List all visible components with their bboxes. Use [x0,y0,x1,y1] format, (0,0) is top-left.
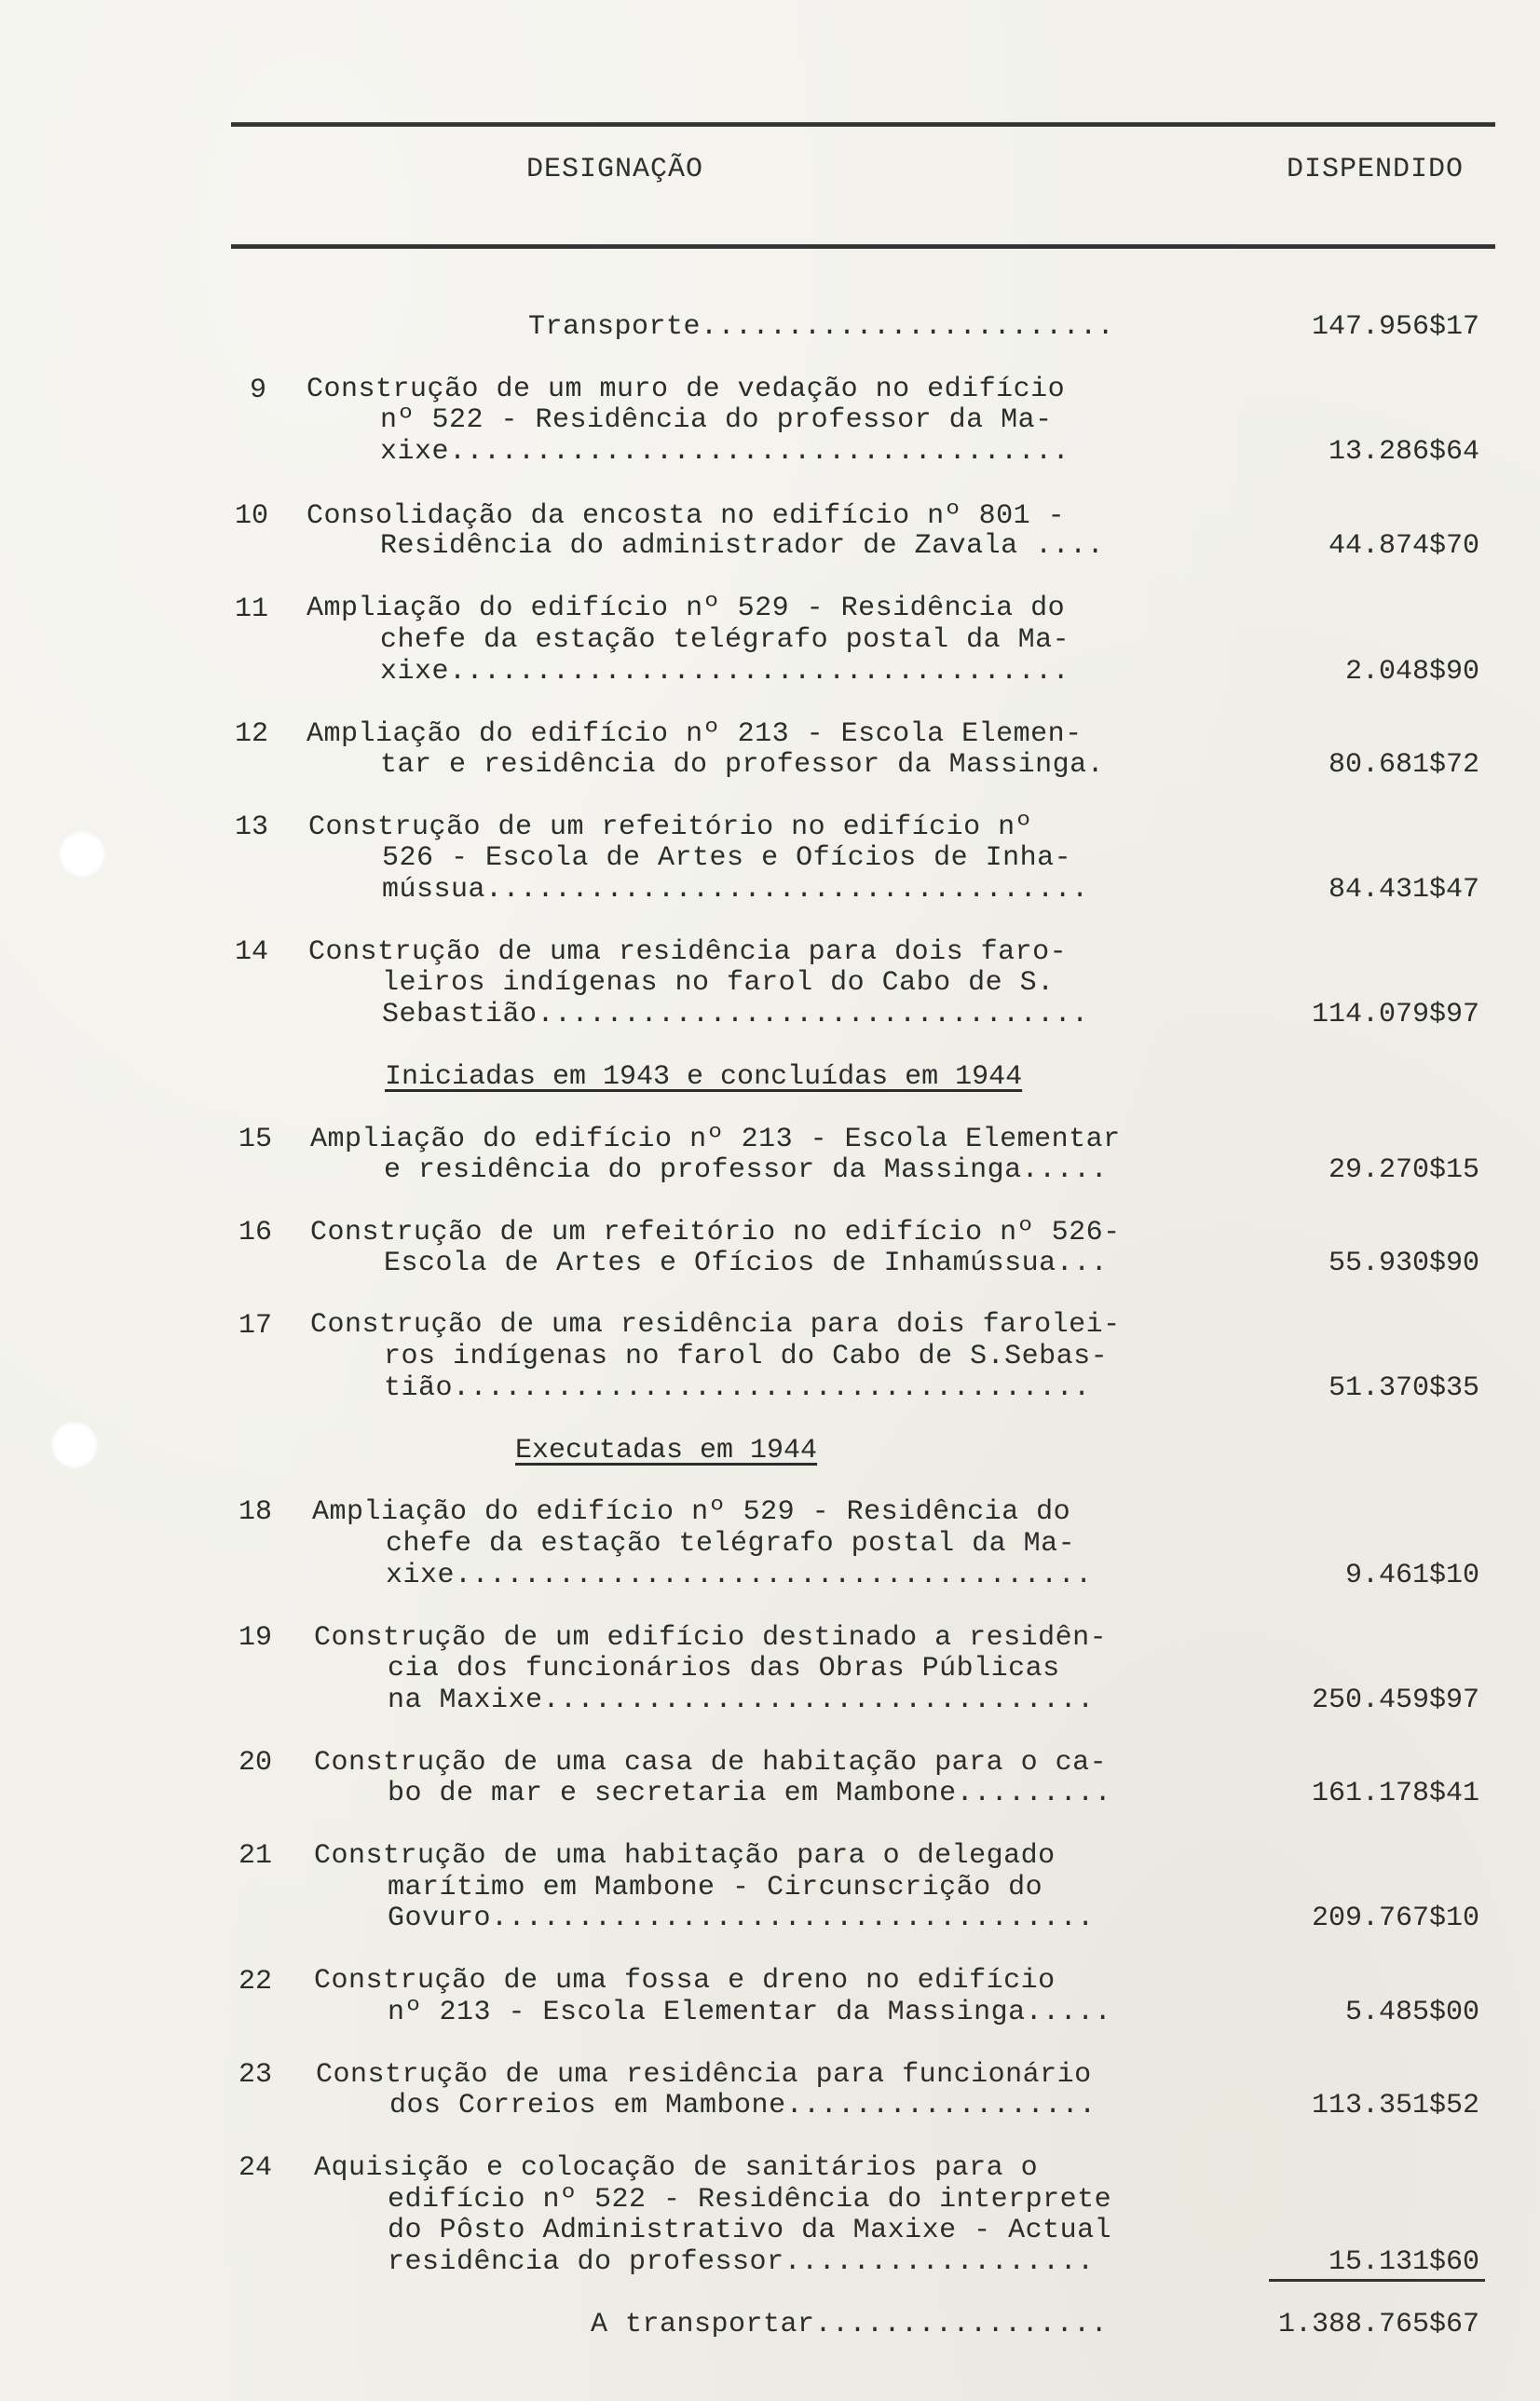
item-amount: 13.286$64 [1328,436,1479,468]
item-line: chefe da estação telégrafo postal da Ma- [386,1528,1076,1560]
item-amount: 80.681$72 [1328,749,1479,781]
item-line: do Pôsto Administrativo da Maxixe - Actual [388,2215,1112,2246]
item-line: xixe.................................... [380,656,1070,688]
item-line: Construção de um refeitório no edifício nº [308,812,1033,843]
section-heading-executed-1944: Executadas em 1944 [515,1435,818,1467]
item-line: mússua................................... [382,874,1089,906]
item-number: 14 [235,936,269,968]
item-line: Construção de uma residência para dois faro- [308,936,1068,968]
item-number: 12 [235,718,269,750]
header-top-rule [231,122,1495,127]
item-amount: 250.459$97 [1311,1685,1479,1716]
item-line: Construção de uma residência para funcionário [316,2059,1092,2091]
item-line: Aquisição e colocação de sanitários para o [314,2152,1039,2184]
item-number: 23 [238,2059,273,2091]
designation-header: DESIGNAÇÃO [526,154,704,185]
item-amount: 161.178$41 [1311,1778,1479,1809]
item-line: Construção de um muro de vedação no edifício [307,374,1066,405]
item-line: Consolidação da encosta no edifício nº 801 - [307,500,1066,532]
item-line: bo de mar e secretaria em Mambone......... [388,1778,1112,1809]
item-line: Construção de uma habitação para o delegado [314,1840,1056,1872]
item-number: 16 [238,1217,273,1248]
item-number: 11 [235,593,269,625]
item-line: ros indígenas no farol do Cabo de S.Sebas- [384,1341,1109,1372]
item-number: 10 [235,500,269,532]
transport-out-amount: 1.388.765$67 [1277,2309,1479,2340]
transport-out-label: A transportar................. [591,2309,1109,2340]
item-line: e residência do professor da Massinga..... [384,1154,1109,1186]
item-number: 18 [238,1496,273,1528]
item-line: nº 213 - Escola Elementar da Massinga..... [388,1997,1112,2028]
item-line: tar e residência do professor da Massinga. [380,749,1105,781]
item-line: Construção de um edifício destinado a residên- [314,1622,1108,1654]
item-line: Ampliação do edifício nº 529 - Residência do [312,1496,1071,1528]
item-line: Escola de Artes e Ofícios de Inhamússua... [384,1248,1109,1279]
item-line: tião..................................... [384,1372,1091,1404]
item-line: Construção de um refeitório no edifício nº 526- [310,1217,1121,1248]
item-amount: 2.048$90 [1344,656,1479,688]
item-number: 13 [235,812,269,843]
transport-in-label: Transporte........................ [528,311,1115,343]
item-number: 21 [238,1840,273,1872]
spent-header: DISPENDIDO [1287,154,1465,185]
item-amount: 113.351$52 [1311,2090,1479,2121]
item-number: 19 [238,1622,273,1654]
item-amount: 55.930$90 [1328,1248,1479,1279]
item-amount: 84.431$47 [1328,874,1479,906]
item-line: leiros indígenas no farol do Cabo de S. [382,967,1055,999]
subtotal-rule [1269,2279,1485,2282]
item-amount: 51.370$35 [1328,1372,1479,1404]
punch-hole-bottom [51,1422,98,1468]
item-line: residência do professor.................. [388,2246,1095,2278]
item-line: Construção de uma residência para dois farolei- [310,1309,1121,1341]
item-line: Ampliação do edifício nº 213 - Escola Elemen- [307,718,1083,750]
item-number: 20 [238,1747,273,1779]
item-line: 526 - Escola de Artes e Ofícios de Inha- [382,842,1072,874]
item-line: na Maxixe................................ [388,1685,1095,1716]
item-line: Ampliação do edifício nº 529 - Residência do [307,593,1066,624]
item-line: chefe da estação telégrafo postal da Ma- [380,624,1070,656]
item-line: marítimo em Mambone - Circunscrição do [388,1872,1043,1903]
item-amount: 5.485$00 [1344,1997,1479,2028]
item-line: Construção de uma casa de habitação para o ca- [314,1747,1108,1779]
section-heading-started-1943: Iniciadas em 1943 e concluídas em 1944 [385,1061,1023,1093]
item-amount: 15.131$60 [1328,2246,1479,2278]
item-line: Sebastião................................ [382,999,1089,1030]
transport-in-amount: 147.956$17 [1311,311,1479,343]
item-line: nº 522 - Residência do professor da Ma- [380,404,1053,436]
item-amount: 209.767$10 [1311,1903,1479,1934]
item-amount: 9.461$10 [1344,1560,1479,1591]
item-amount: 114.079$97 [1311,999,1479,1030]
item-line: dos Correios em Mambone.................. [389,2090,1097,2121]
item-line: xixe.................................... [380,436,1070,468]
item-number: 17 [238,1310,273,1342]
item-line: Ampliação do edifício nº 213 - Escola Elementar [310,1124,1121,1155]
item-line: cia dos funcionários das Obras Públicas [388,1653,1060,1685]
item-number: 15 [238,1124,273,1155]
item-number: 9 [250,375,267,406]
item-number: 24 [238,2152,273,2184]
item-line: edifício nº 522 - Residência do interprete [388,2184,1112,2216]
item-amount: 44.874$70 [1328,530,1479,562]
item-line: Govuro................................... [388,1903,1095,1934]
punch-hole-top [59,831,105,878]
item-amount: 29.270$15 [1328,1154,1479,1186]
item-line: Construção de uma fossa e dreno no edifício [314,1965,1056,1997]
header-bottom-rule [231,244,1495,249]
item-line: Residência do administrador de Zavala .... [380,530,1105,562]
item-number: 22 [238,1966,273,1998]
item-line: xixe..................................... [386,1560,1093,1591]
